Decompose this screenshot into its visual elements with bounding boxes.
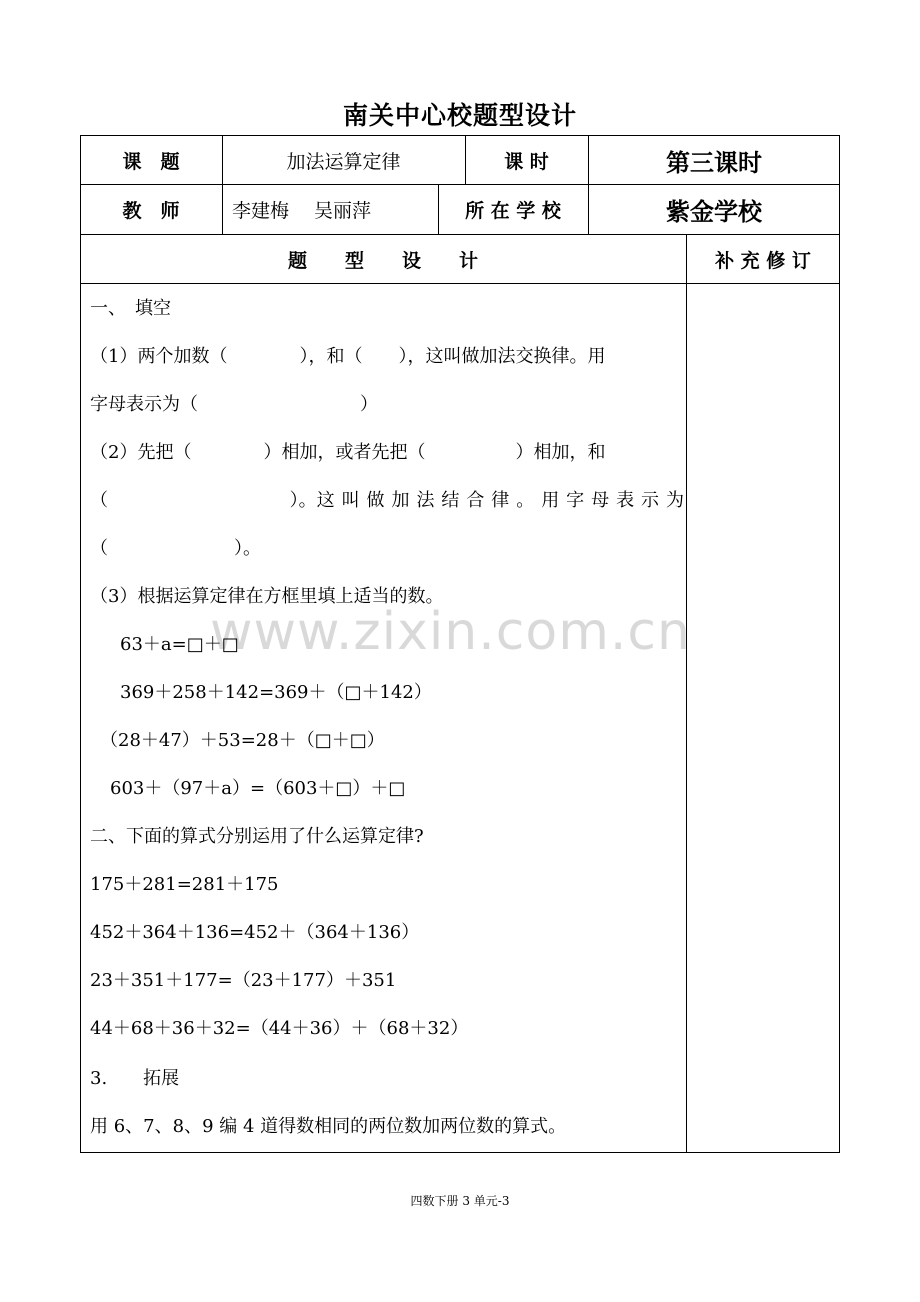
question-1-line-1: （1）两个加数（ ），和（ ），这叫做加法交换律。用 (90, 346, 606, 367)
text-fragment: ）。这 (289, 490, 335, 511)
formula-3: 23＋351＋177=（23＋177）＋351 (90, 970, 397, 991)
equation-1: 63＋a=□＋□ (120, 634, 239, 655)
text-fragment: 字 (566, 490, 585, 511)
text-fragment (240, 486, 258, 516)
text-fragment (165, 486, 183, 516)
text-fragment (140, 486, 158, 516)
text-fragment: 结 (441, 490, 460, 511)
section-1-title: 一、 填空 (90, 298, 171, 319)
question-3: （3）根据运算定律在方框里填上适当的数。 (90, 586, 444, 607)
section-3-title: 3. 拓展 (90, 1068, 180, 1089)
school-value: 紫金学校 (666, 198, 762, 226)
equation-3: （28＋47）＋53=28＋（□＋□） (100, 730, 385, 751)
text-fragment (190, 486, 208, 516)
teacher-label: 教 师 (122, 200, 180, 222)
equation-2: 369＋258＋142=369＋（□＋142） (120, 682, 432, 703)
formula-2: 452＋364＋136=452＋（364＋136） (90, 922, 420, 943)
question-2-line-2 (90, 486, 684, 516)
text-fragment (115, 486, 133, 516)
question-2-line-1: （2）先把（ ）相加，或者先把（ ）相加，和 (90, 442, 606, 463)
text-fragment: 律 (491, 490, 510, 511)
school-label: 所 在 学 校 (465, 200, 561, 222)
section-3-text: 用 6、7、8、9 编 4 道得数相同的两位数加两位数的算式。 (90, 1116, 567, 1137)
column-divider (686, 234, 687, 1153)
period-label: 课 时 (504, 150, 549, 173)
page-title: 南关中心校题型设计 (342, 101, 577, 130)
text-fragment: 示 (641, 490, 660, 511)
design-heading: 题 型 设 计 (287, 249, 478, 272)
section-2-title: 二、下面的算式分别运用了什么运算定律? (90, 826, 424, 847)
teacher-value: 李建梅 吴丽萍 (232, 200, 372, 222)
topic-value: 加法运算定律 (286, 150, 401, 173)
question-1-line-2: 字母表示为（ ） (90, 394, 378, 415)
topic-label: 课 题 (122, 150, 180, 173)
watermark: www.zixin.com.cn (210, 602, 691, 662)
text-fragment: 法 (416, 490, 435, 511)
text-fragment (265, 486, 283, 516)
text-fragment: 。 (516, 490, 535, 511)
text-fragment (215, 486, 233, 516)
page-footer: 四数下册 3 单元-3 (410, 1194, 510, 1208)
text-fragment: 加 (391, 490, 410, 511)
text-fragment: 为 (665, 490, 684, 511)
text-fragment: 表 (616, 490, 635, 511)
text-fragment: 合 (466, 490, 485, 511)
question-2-line-3: （ ）。 (90, 538, 261, 559)
text-fragment: 做 (366, 490, 385, 511)
equation-4: 603＋（97＋a）=（603＋□）＋□ (110, 778, 406, 799)
formula-4: 44＋68＋36＋32=（44＋36）＋（68＋32） (90, 1018, 469, 1039)
text-fragment: （ (90, 490, 108, 511)
revision-heading: 补 充 修 订 (715, 249, 811, 272)
text-fragment: 用 (541, 490, 560, 511)
formula-1: 175＋281=281＋175 (90, 874, 279, 895)
text-fragment: 母 (591, 490, 610, 511)
text-fragment: 叫 (341, 490, 360, 511)
period-value: 第三课时 (666, 148, 762, 177)
